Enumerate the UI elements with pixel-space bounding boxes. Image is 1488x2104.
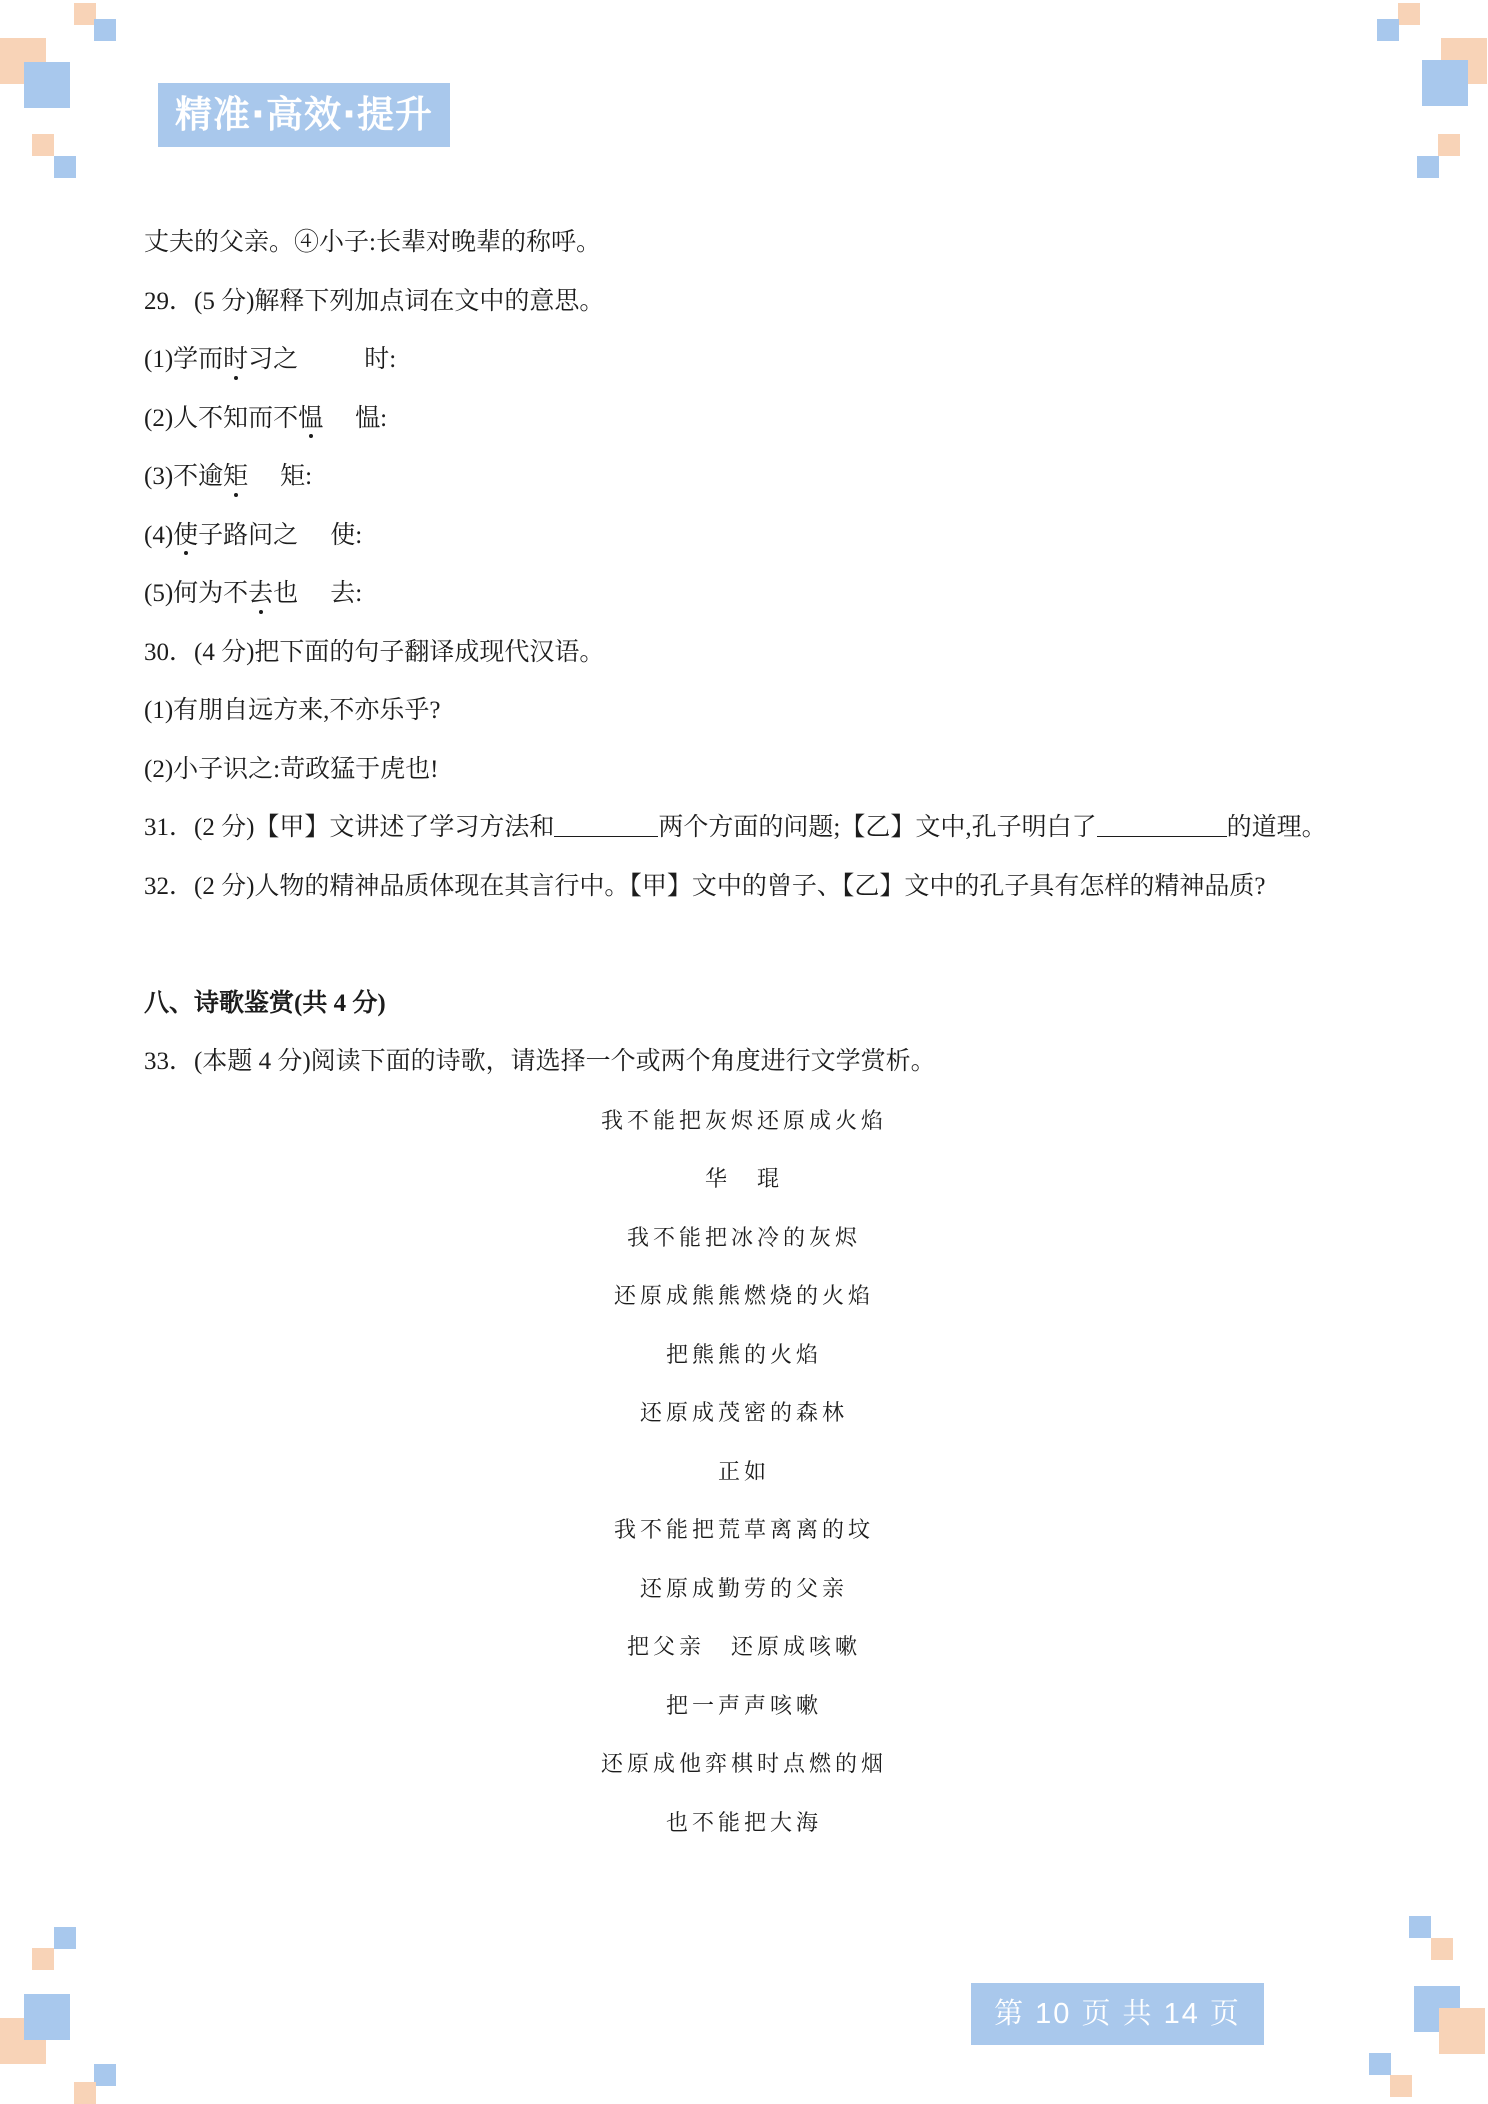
answer-label: 时: [364, 346, 397, 373]
question-31-text: 两个方面的问题;【乙】文中,孔子明白了 [658, 814, 1097, 841]
question-30-item: (2)小子识之:苛政猛于虎也! [144, 755, 439, 783]
answer-label: 愠: [355, 404, 388, 432]
poem-title: 我不能把灰烬还原成火焰 [600, 1107, 887, 1133]
poem-line: 把父亲 还原成咳嗽 [626, 1634, 861, 1659]
question-30-item: (1)有朋自远方来,不亦乐乎? [144, 697, 441, 724]
corner-decoration-square [1377, 19, 1399, 41]
answer-label: 去: [330, 580, 363, 607]
question-31 [0, 799, 1488, 858]
question-29-title: 29．(5 分)解释下列加点词在文中的意思。 [144, 287, 605, 315]
corner-decoration-square [1398, 3, 1420, 25]
answer-blank [554, 812, 658, 837]
corner-decoration-square [1439, 2008, 1485, 2054]
item-text: (1)学而 [144, 346, 224, 373]
item-text: (3)不逾 [144, 463, 224, 490]
item-text: 子路问之 [198, 521, 299, 549]
item-text: (2)人不知而不 [144, 404, 299, 432]
page-number-badge: 第 10 页 共 14 页 [971, 1983, 1264, 2045]
poem-line: 还原成勤劳的父亲 [639, 1575, 848, 1601]
poem-line: 把一声声咳嗽 [665, 1692, 822, 1718]
dotted-word: 矩 [223, 448, 248, 507]
corner-decoration-square [1438, 134, 1460, 156]
section-heading: 八、诗歌鉴赏(共 4 分) [144, 989, 386, 1017]
corner-decoration-square [74, 2082, 96, 2104]
corner-decoration-square [54, 1927, 76, 1949]
corner-decoration-square [1409, 1916, 1431, 1938]
dotted-word: 时 [223, 331, 248, 390]
item-text: (4) [144, 521, 174, 549]
question-29-item [0, 448, 1488, 507]
dotted-word: 愠 [298, 390, 323, 449]
corner-decoration-square [24, 1994, 70, 2040]
poem-line: 还原成他弈棋时点燃的烟 [600, 1751, 887, 1776]
corner-decoration-square [32, 1948, 54, 1970]
dotted-word: 去 [248, 565, 273, 624]
dotted-word: 使 [173, 507, 198, 566]
corner-decoration-square [94, 2064, 116, 2086]
corner-decoration-square [1390, 2075, 1412, 2097]
item-text: 习之 [248, 346, 299, 373]
exam-content [0, 214, 1488, 1852]
corner-decoration-square [1369, 2053, 1391, 2075]
question-29-item [0, 390, 1488, 449]
answer-blank [1097, 812, 1227, 837]
poem-line: 也不能把大海 [665, 1809, 822, 1835]
poem-line: 把熊熊的火焰 [665, 1341, 822, 1367]
corner-decoration-square [1422, 60, 1468, 106]
poem-line: 我不能把荒草离离的坟 [613, 1517, 874, 1542]
poem-line: 还原成茂密的森林 [639, 1400, 848, 1425]
corner-decoration-square [1431, 1938, 1453, 1960]
question-29-item [0, 565, 1488, 624]
carryover-text: 丈夫的父亲。④小子:长辈对晚辈的称呼。 [144, 229, 601, 256]
corner-decoration-square [74, 3, 96, 25]
poem-line: 我不能把冰冷的灰烬 [626, 1224, 861, 1250]
question-31-text: 的道理。 [1226, 814, 1327, 841]
question-30-title: 30．(4 分)把下面的句子翻译成现代汉语。 [144, 638, 605, 666]
question-29-item [0, 507, 1488, 566]
poem-author: 华 琨 [704, 1166, 783, 1191]
item-text: 也 [273, 580, 299, 607]
question-33: 33．(本题 4 分)阅读下面的诗歌，请选择一个或两个角度进行文学赏析。 [144, 1048, 936, 1075]
corner-decoration-square [94, 19, 116, 41]
answer-label: 使: [330, 521, 363, 549]
poem-line: 还原成熊熊燃烧的火焰 [613, 1283, 874, 1308]
answer-label: 矩: [280, 463, 313, 490]
header-badge: 精准·高效·提升 [158, 83, 450, 147]
item-text: (5)何为不 [144, 580, 249, 607]
question-31-text: 31．(2 分)【甲】文讲述了学习方法和 [144, 814, 555, 841]
corner-decoration-square [54, 156, 76, 178]
question-29-item [0, 331, 1488, 390]
corner-decoration-square [1417, 156, 1439, 178]
poem-line: 正如 [717, 1458, 770, 1484]
question-32: 32．(2 分)人物的精神品质体现在其言行中。【甲】文中的曾子、【乙】文中的孔子具有怎样的精神品质? [144, 872, 1266, 900]
corner-decoration-square [24, 62, 70, 108]
corner-decoration-square [32, 134, 54, 156]
